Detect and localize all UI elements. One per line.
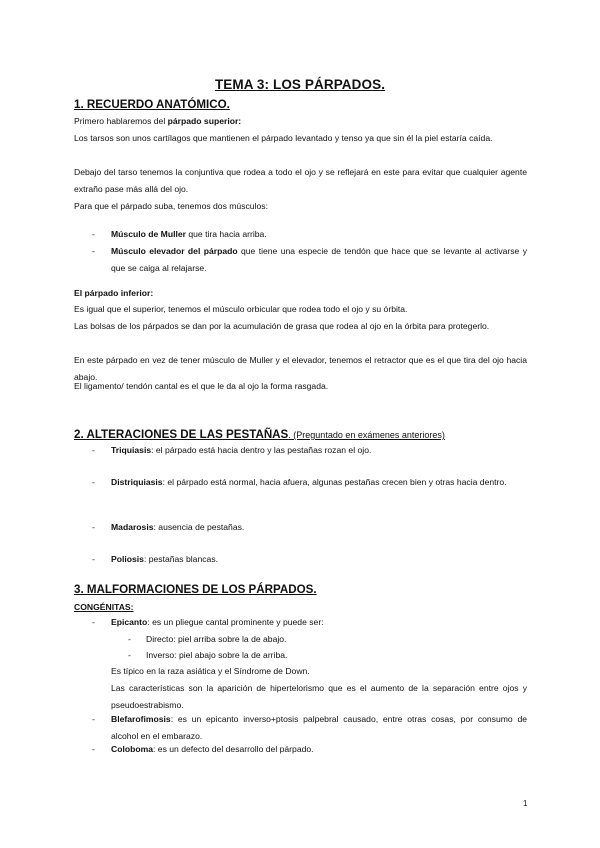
item-term: Triquiasis <box>111 445 152 455</box>
paragraph-tarsos: Los tarsos son unos cartílagos que mantienen el párpado levantado y tenso ya que sin él la piel estaría caída. <box>74 133 493 143</box>
sublist-item-directo <box>128 631 526 648</box>
section-3-heading: 3. MALFORMACIONES DE LOS PÁRPADOS. <box>74 583 317 596</box>
item-term: Distriquiasis <box>111 477 163 487</box>
bullet-dash: - <box>92 617 95 627</box>
item-text: : es un defecto del desarrollo del párpado. <box>153 744 314 754</box>
item-text: que tiene una especie de tendón que hace que se levante al activarse y que se caiga al relajarse. <box>111 246 527 273</box>
paragraph-inferior-2: Las bolsas de los párpados se dan por la acumulación de grasa que rodea al ojo en la órbita para protegerlo. <box>74 321 490 331</box>
section-1-heading: 1. RECUERDO ANATÓMICO. <box>74 98 230 111</box>
sub-item-text: Directo: piel arriba sobre la de abajo. <box>146 634 287 644</box>
list-item-triquiasis <box>92 442 527 459</box>
page-number: 1 <box>523 799 528 808</box>
list-item-epicanto <box>92 614 527 631</box>
section-2-heading <box>74 428 445 441</box>
bullet-dash: - <box>92 477 95 487</box>
item-term: Blefarofimosis <box>111 714 171 724</box>
list-item-distriquiasis <box>92 474 527 491</box>
item-text: : es un epicanto inverso+ptosis palpebral causado, entre otras cosas, por consumo de alcohol en el embarazo. <box>111 714 527 741</box>
item-text: : es un pliegue cantal prominente y puede ser: <box>147 617 324 627</box>
item-text: : el párpado está hacia dentro y las pestañas rozan el ojo. <box>151 445 372 455</box>
bullet-dash: - <box>92 522 95 532</box>
list-item-elevador <box>92 243 527 277</box>
paragraph-inferior-4: El ligamento/ tendón cantal es el que le da al ojo la forma rasgada. <box>74 381 329 391</box>
item-term: Madarosis <box>111 522 154 532</box>
item-term: Músculo de Muller <box>111 229 186 239</box>
paragraph-epicanto-tipico: Es típico en la raza asiática y el Síndrome de Down. <box>111 666 310 676</box>
bullet-dash: - <box>92 246 95 256</box>
item-term: Poliosis <box>111 554 144 564</box>
item-text: : pestañas blancas. <box>143 554 219 564</box>
item-text: : el párpado está normal, hacia afuera, algunas pestañas crecen bien y otras hacia dentro. <box>162 477 507 487</box>
bullet-dash: - <box>128 650 131 660</box>
section-2-note: . (Preguntado en exámenes anteriores) <box>288 430 445 440</box>
inferior-heading: El párpado inferior: <box>74 288 154 298</box>
list-item-madarosis <box>92 519 527 536</box>
list-item-muller <box>92 226 527 243</box>
paragraph-conjuntiva: Debajo del tarso tenemos la conjuntiva que rodea a todo el ojo y se reflejará en este para evitar que cualquier agente extraño pase más allá del ojo. <box>74 167 527 194</box>
page-title: TEMA 3: LOS PÁRPADOS. <box>214 77 386 92</box>
bullet-dash: - <box>92 445 95 455</box>
paragraph-inferior-1: Es igual que el superior, tenemos el músculo orbicular que rodea todo el ojo y su órbita. <box>74 304 408 314</box>
paragraph-inferior-3: En este párpado en vez de tener músculo de Muller y el elevador, tenemos el retractor que es el que tira del ojo hacia abajo. <box>74 355 527 382</box>
bullet-dash: - <box>92 229 95 239</box>
item-text: : ausencia de pestañas. <box>153 522 245 532</box>
list-item-poliosis <box>92 551 527 568</box>
item-term: Músculo elevador del párpado <box>111 246 238 256</box>
intro-bold: párpado superior: <box>167 116 242 126</box>
congenitas-heading: CONGÉNITAS: <box>74 602 134 612</box>
bullet-dash: - <box>92 744 95 754</box>
bullet-dash: - <box>128 634 131 644</box>
sublist-item-inverso <box>128 647 526 664</box>
bullet-dash: - <box>92 714 95 724</box>
sub-item-text: Inverso: piel abajo sobre la de arriba. <box>146 650 288 660</box>
paragraph-musculos-intro: Para que el párpado suba, tenemos dos músculos: <box>74 201 268 211</box>
paragraph-epicanto-caracteristicas: Las características son la aparición de hipertelorismo que es el aumento de la separación entre ojos y pseudoestrabismo. <box>111 683 527 710</box>
list-item-blefarofimosis <box>92 711 527 745</box>
paragraph-intro <box>74 113 527 130</box>
item-term: Coloboma <box>111 744 154 754</box>
list-item-coloboma <box>92 741 527 758</box>
bullet-dash: - <box>92 554 95 564</box>
section-2-title: 2. ALTERACIONES DE LAS PESTAÑAS <box>74 428 289 441</box>
item-text: que tira hacia arriba. <box>185 229 267 239</box>
item-term: Epicanto <box>111 617 148 627</box>
intro-text: Primero hablaremos del <box>74 116 168 126</box>
